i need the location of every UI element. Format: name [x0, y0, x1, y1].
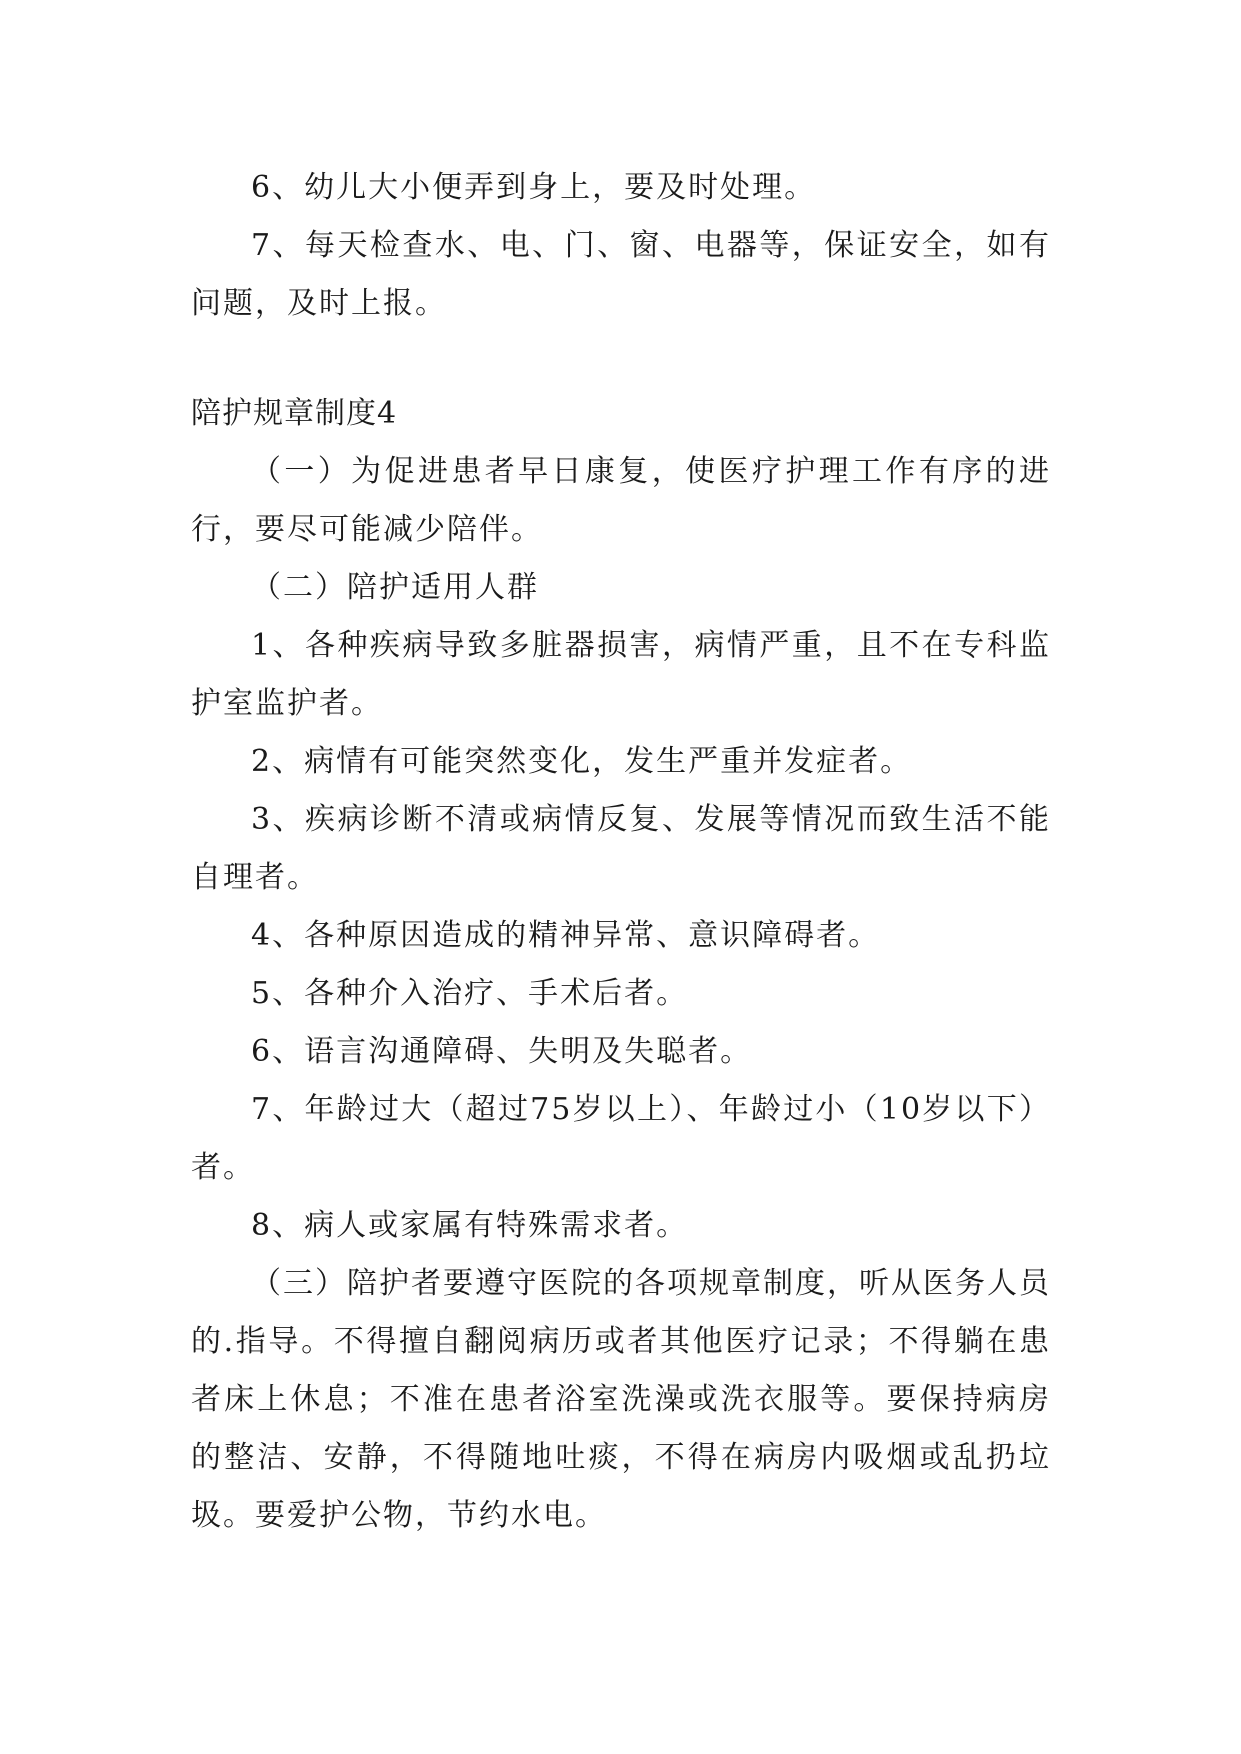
document-body — [191, 159, 1051, 1545]
list-item-3: 3、疾病诊断不清或病情反复、发展等情况而致生活不能自理者。 — [191, 802, 1051, 895]
paragraph-part-one: （一）为促进患者早日康复，使医疗护理工作有序的进行，要尽可能减少陪伴。 — [191, 454, 1051, 547]
list-item-1: 1、各种疾病导致多脏器损害，病情严重，且不在专科监护室监护者。 — [191, 628, 1051, 721]
list-item-7: 7、年龄过大（超过75岁以上）、年龄过小（10岁以下）者。 — [191, 1092, 1051, 1185]
intro-item-7: 7、每天检查水、电、门、窗、电器等，保证安全，如有问题，及时上报。 — [191, 228, 1051, 321]
paragraph-part-three: （三）陪护者要遵守医院的各项规章制度，听从医务人员的.指导。不得擅自翻阅病历或者其他医疗记录；不得躺在患者床上休息；不准在患者浴室洗澡或洗衣服等。要保持病房的整洁、安静，不得随地吐痰，不得在病房内吸烟或乱扔垃圾。要爱护公物，节约水电。 — [191, 1266, 1051, 1533]
intro-item-6: 6、幼儿大小便弄到身上，要及时处理。 — [251, 170, 817, 205]
list-item-5: 5、各种介入治疗、手术后者。 — [251, 976, 689, 1011]
paragraph-part-two-heading: （二）陪护适用人群 — [251, 570, 539, 605]
section-spacer — [191, 333, 1051, 385]
list-item-4: 4、各种原因造成的精神异常、意识障碍者。 — [251, 918, 881, 953]
list-item-6: 6、语言沟通障碍、失明及失聪者。 — [251, 1034, 753, 1069]
list-item-2: 2、病情有可能突然变化，发生严重并发症者。 — [251, 744, 913, 779]
list-item-8: 8、病人或家属有特殊需求者。 — [251, 1208, 689, 1243]
section-title: 陪护规章制度4 — [191, 396, 398, 431]
